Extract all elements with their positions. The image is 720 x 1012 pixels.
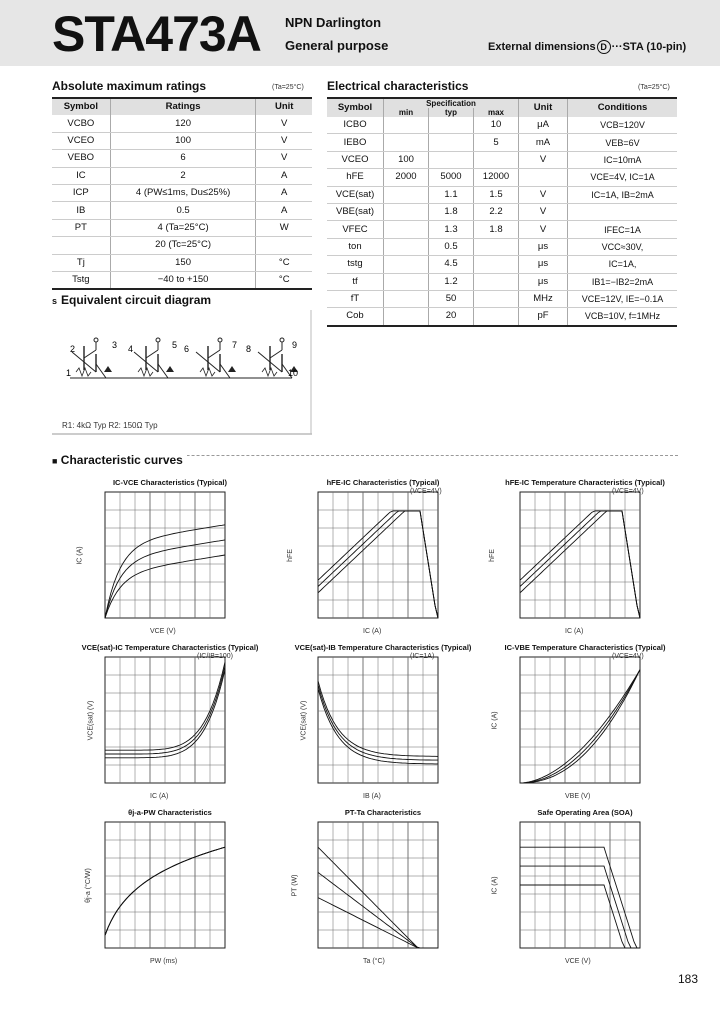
chart-ylabel: hFE <box>488 549 496 562</box>
elec-row: VFEC 1.3 1.8 V IFEC=1A <box>327 221 677 238</box>
characteristic-chart <box>512 655 647 795</box>
chart-xlabel: IC (A) <box>150 793 169 800</box>
chart-title: PT-Ta Characteristics <box>344 808 422 817</box>
chart-xlabel: VBE (V) <box>565 793 591 800</box>
elec-row: tf 1.2 μs IB1=−IB2=2mA <box>327 273 677 290</box>
pin-label: 4 <box>128 344 134 354</box>
abs-row: Tstg −40 to +150 °C <box>52 271 312 289</box>
abs-row: PT 4 (Ta=25°C) W <box>52 219 312 236</box>
chart-xlabel: PW (ms) <box>150 958 178 965</box>
elec-row: IEBO 5 mA VEB=6V <box>327 134 677 151</box>
chart-ylabel: VCE(sat) (V) <box>87 700 95 741</box>
page-number: 183 <box>677 972 698 986</box>
abs-row: VEBO 6 V <box>52 150 312 167</box>
chart-ylabel: θj-a (°C/W) <box>84 868 92 903</box>
abs-row: VCEO 100 V <box>52 132 312 149</box>
chart-title: hFE-IC Temperature Characteristics (Typical) <box>505 478 665 487</box>
elec-title: Electrical characteristics <box>327 79 469 93</box>
chart-xlabel: VCE (V) <box>565 958 591 965</box>
abs-row: 20 (Tc=25°C) <box>52 237 312 254</box>
chart-ylabel: VCE(sat) (V) <box>300 700 308 741</box>
pin-label: 10 <box>288 368 299 378</box>
chart-title: Safe Operating Area (SOA) <box>537 808 633 817</box>
chart-condition: (IC=1A) <box>410 653 435 660</box>
pin-label: 1 <box>66 368 72 378</box>
chart-title: IC-VBE Temperature Characteristics (Typical) <box>504 643 666 652</box>
chart-ylabel: IC (A) <box>491 876 499 895</box>
chart-condition: (VCE=4V) <box>410 488 442 495</box>
elec-row: Cob 20 pF VCB=10V, f=1MHz <box>327 308 677 326</box>
darlington-stage <box>72 338 112 378</box>
pin-label: 8 <box>246 344 252 354</box>
chart-ylabel: IC (A) <box>491 711 499 730</box>
equivalent-circuit-diagram <box>52 310 312 436</box>
pin-label: 9 <box>292 340 298 350</box>
elec-row: VCEO 100 V IC=10mA <box>327 151 677 168</box>
chart-xlabel: IB (A) <box>363 793 381 800</box>
circuit-title: s Equivalent circuit diagram <box>52 293 212 307</box>
elec-table: Symbol Specification Unit Conditions min typ max ICBO 10 μA VCB=120V IEBO 5 mA VEB=6V VCEO 100 V IC=10mA hFE 2000 5000 12000 VCE=4V, IC=1A VCE(sat) 1.1 1.5 V IC=1A, IB=2mA VBE(sat) 1.8 2.2 V VFEC 1.3 1.8 V IFEC=1A ton 0.5 μs VCC≈30V, tstg 4.5 μs IC=1A, tf 1.2 μs IB1=−IB2=2mA fT 50 MHz VCE=12V, IE=−0.1A Cob 20 pF VCB=10V, f=1MHz <box>327 97 677 327</box>
abs-table: Symbol Ratings Unit VCBO 120 V VCEO 100 V VEBO 6 V IC 2 A ICP 4 (PW≤1ms, Du≤25%) A IB 0.5 A PT 4 (Ta=25°C) W 20 (Tc=25°C) Tj 150 °C Tstg −40 to +150 °C <box>52 97 312 290</box>
pin-label: 7 <box>232 340 238 350</box>
chart-condition: (VCE=4V) <box>612 653 644 660</box>
characteristic-chart <box>97 820 232 960</box>
chart-title: VCE(sat)-IC Temperature Characteristics (Typical) <box>81 643 259 652</box>
chart-xlabel: Ta (°C) <box>363 958 385 965</box>
curves-title: ■ Characteristic curves <box>52 453 187 467</box>
chart-condition: (IC/IB=100) <box>197 653 233 660</box>
chart-title: IC-VCE Characteristics (Typical) <box>112 478 228 487</box>
pin-label: 6 <box>184 344 190 354</box>
chart-title: hFE-IC Characteristics (Typical) <box>326 478 440 487</box>
elec-row: hFE 2000 5000 12000 VCE=4V, IC=1A <box>327 169 677 186</box>
characteristic-chart <box>512 490 647 630</box>
darlington-stage <box>196 338 236 378</box>
resistor-values: R1: 4kΩ Typ R2: 150Ω Typ <box>62 421 158 430</box>
characteristic-chart <box>97 490 232 630</box>
chart-condition: (VCE=4V) <box>612 488 644 495</box>
pin-label: 5 <box>172 340 178 350</box>
characteristic-chart <box>512 820 647 960</box>
chart-ylabel: IC (A) <box>76 546 84 565</box>
elec-row: ton 0.5 μs VCC≈30V, <box>327 238 677 255</box>
abs-row: VCBO 120 V <box>52 115 312 132</box>
abs-row: ICP 4 (PW≤1ms, Du≤25%) A <box>52 184 312 201</box>
elec-row: VCE(sat) 1.1 1.5 V IC=1A, IB=2mA <box>327 186 677 203</box>
chart-xlabel: IC (A) <box>565 628 584 635</box>
elec-cond: (Ta=25°C) <box>638 84 670 91</box>
chart-ylabel: PT (W) <box>291 874 299 897</box>
abs-row: Tj 150 °C <box>52 254 312 271</box>
characteristic-chart <box>310 820 445 960</box>
device-purpose: General purpose <box>285 38 389 53</box>
part-number: STA473A <box>52 6 261 62</box>
device-type: NPN Darlington <box>285 15 382 30</box>
abs-cond: (Ta=25°C) <box>272 84 304 91</box>
elec-row: fT 50 MHz VCE=12V, IE=−0.1A <box>327 290 677 307</box>
elec-row: ICBO 10 μA VCB=120V <box>327 117 677 134</box>
elec-row: tstg 4.5 μs IC=1A, <box>327 256 677 273</box>
abs-row: IB 0.5 A <box>52 202 312 219</box>
characteristic-chart <box>310 490 445 630</box>
package-circle-icon: D <box>597 40 611 54</box>
chart-xlabel: IC (A) <box>363 628 382 635</box>
abs-row: IC 2 A <box>52 167 312 184</box>
chart-title: θj-a-PW Characteristics <box>128 808 212 817</box>
abs-title: Absolute maximum ratings <box>52 79 207 93</box>
chart-xlabel: VCE (V) <box>150 628 176 635</box>
external-dimensions: External dimensions D ···STA (10-pin) <box>488 41 687 53</box>
pin-label: 2 <box>70 344 76 354</box>
characteristic-chart <box>97 655 232 795</box>
darlington-stage <box>134 338 174 378</box>
chart-ylabel: hFE <box>286 549 294 562</box>
chart-title: VCE(sat)-IB Temperature Characteristics (Typical) <box>294 643 472 652</box>
elec-row: VBE(sat) 1.8 2.2 V <box>327 203 677 220</box>
characteristic-chart <box>310 655 445 795</box>
pin-label: 3 <box>112 340 118 350</box>
